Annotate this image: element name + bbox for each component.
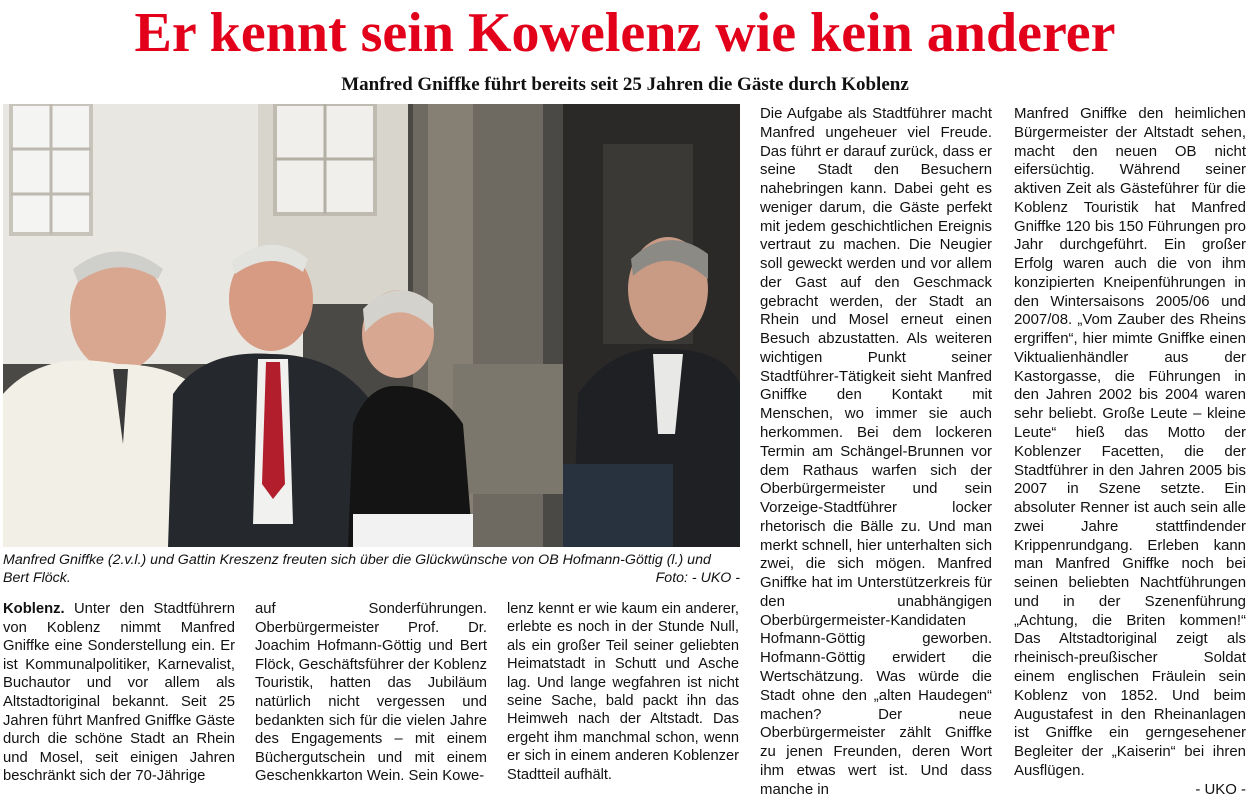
dateline: Koblenz. xyxy=(3,601,65,617)
subheadline: Manfred Gniffke führt bereits seit 25 Jahren die Gäste durch Koblenz xyxy=(341,74,909,95)
article-column-5 xyxy=(1014,105,1246,799)
author-signature: - UKO - xyxy=(1195,780,1246,798)
article-photo xyxy=(3,104,740,547)
article-column-1 xyxy=(3,600,235,786)
photo-credit: Foto: - UKO - xyxy=(655,570,740,586)
column-5-text: Manfred Gniffke den heimlichen Bürgermeister der Altstadt sehen, macht den neuen OB nicht eifersüchtig. Während seiner aktiven Zeit als Gästeführer für die Koblenz Touristik hat Manfred Gniffke 120 bis 150 Führungen pro Jahr durchgeführt. Ein großer Erfolg waren auch die von ihm konzipierten Kneipenführungen in den Wintersaisons 2005/06 und 2007/08. „Vom Zauber des Rheins ergriffen“, hier mimte Gniffke einen Viktualienhändler aus der Kastorgasse, die Führungen in den Jahren 2002 bis 2004 waren sehr beliebt. Große Leute – kleine Leute“ hieß das Motto der Koblenzer Facetten, die der Stadtführer in den Jahren 2005 bis 2007 in Szene setzte. Ein absoluter Renner ist auch sein alle zwei Jahre stattfindender Krippenrundgang. Erleben kann man Manfred Gniffke noch bei seinen beliebten Nachtführungen und in der Szenenführung „Achtung, die Briten kommen!“ Das Altstadtoriginal zeigt als rheinisch-preußischer Soldat einem englischen Fräulein sein Koblenz von 1852. Und beim Augustafest in den Rheinanlagen ist Gniffke ein gerngesehener Begleiter der „Kaiserin“ bei ihren Ausflügen. xyxy=(1014,105,1246,779)
article-column-3 xyxy=(507,600,739,784)
column-1-text: Unter den Stadtführern von Koblenz nimmt Manfred Gniffke eine Sonderstellung ein. Er ist Kommunalpolitiker, Karnevalist, Buchautor und vor allem als Altstadtoriginal bekannt. Seit 25 Jahren führt Manfred Gniffke Gäste durch die schöne Stadt an Rhein und Mosel, seit einigen Jahren beschränkt sich der 70-Jährige xyxy=(3,601,235,785)
column-3-text: lenz kennt er wie kaum ein anderer, erlebte es noch in der Stunde Null, als ein großer Teil seiner geliebten Heimatstadt in Schutt und Asche lag. Und lange wegfahren ist nicht seine Sache, bald packt ihn das Heimweh nach der Altstadt. Das ergeht ihm manchmal schon, wenn er sich in einem anderen Koblenzer Stadtteil aufhält. xyxy=(507,601,739,783)
column-2-text: auf Sonderführungen. Oberbürgermeister Prof. Dr. Joachim Hofmann-Göttig und Bert Flöck, Geschäftsführer der Koblenz Touristik, hatten das Jubiläum natürlich nicht vergessen und bedankten sich für die vielen Jahre des Engagements – mit einem Büchergutschein und mit einem Geschenkkarton Wein. Sein Kowe- xyxy=(255,601,487,785)
article-column-4 xyxy=(760,105,992,799)
photo-caption xyxy=(3,551,740,587)
article-column-2 xyxy=(255,600,487,786)
caption-text: Manfred Gniffke (2.v.l.) und Gattin Kreszenz freuten sich über die Glückwünsche von OB Hofmann-Göttig (l.) und Bert Flöck. xyxy=(3,552,711,586)
headline: Er kennt sein Kowelenz wie kein anderer xyxy=(134,2,1116,64)
column-4-text: Die Aufgabe als Stadtführer macht Manfred ungeheuer viel Freude. Das führt er darauf zurück, dass er seine Stadt den Besuchern nahebringen kann. Dabei geht es weniger darum, die Gäste perfekt mit jedem geschichtlichen Ereignis vertraut zu machen. Die Neugier soll geweckt werden und vor allem der Gast auf den Geschmack gebracht werden, der Stadt an Rhein und Mosel erneut einen Besuch abzustatten. Als weiteren wichtigen Punkt seiner Stadtführer-Tätigkeit sieht Manfred Gniffke den Kontakt mit Menschen, wo immer sie auch herkommen. Bei dem lockeren Termin am Schängel-Brunnen vor dem Rathaus warfen sich der Oberbürgermeister und sein Vorzeige-Stadtführer locker rhetorisch die Bälle zu. Und man merkt schnell, hier unterhalten sich zwei, die sich mögen. Manfred Gniffke hat im Unterstützerkreis für den unabhängigen Oberbürgermeister-Kandidaten Hofmann-Göttig geworben. Hofmann-Göttig erwidert die Wertschätzung. Was würde die Stadt ohne den „alten Haudegen“ machen? Der neue Oberbürgermeister zählt Gniffke zu jenen Freunden, deren Wort ihm etwas wert ist. Und dass manche in xyxy=(760,105,992,798)
